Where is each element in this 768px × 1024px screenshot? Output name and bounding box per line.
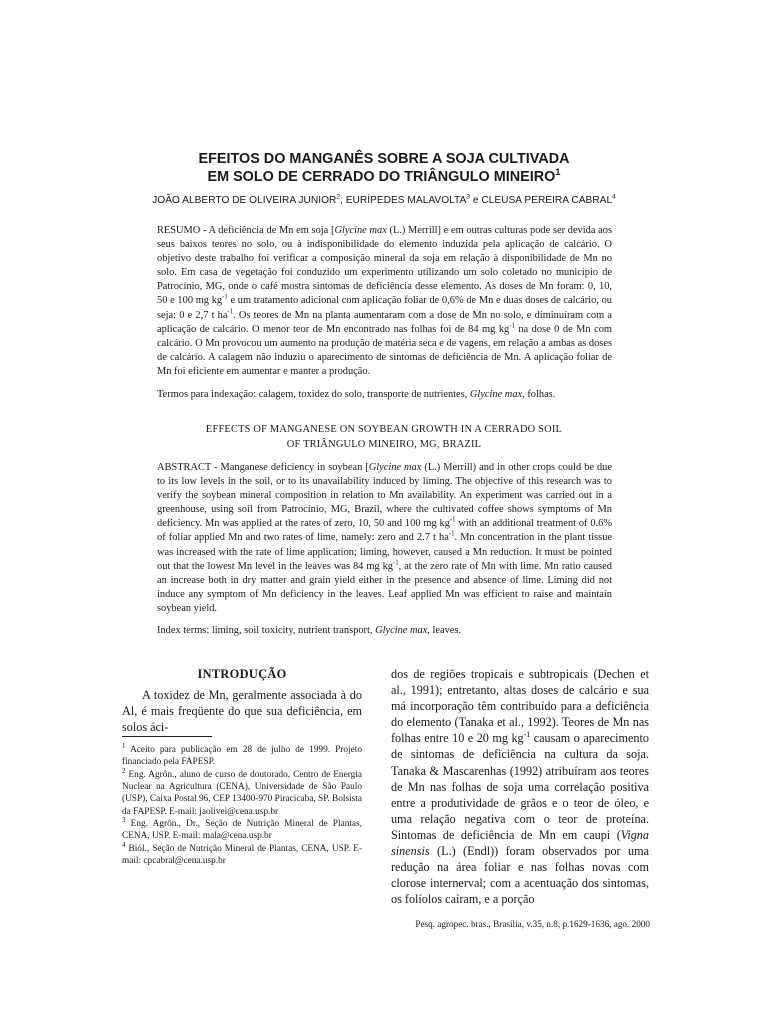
footnote-number: 2 (122, 766, 126, 775)
author-3-note: 4 (612, 193, 616, 201)
author-2-note: 3 (466, 193, 470, 201)
footnote-4 (122, 843, 362, 867)
journal-citation-footer: Pesq. agropec. bras., Brasília, v.35, n.8, p.1629-1636, ago. 2000 (415, 919, 650, 929)
index-terms-pt-text: folhas. (524, 389, 556, 400)
footnote-number: 3 (122, 816, 126, 825)
footnote-text: Eng. Agrôn., aluno de curso de doutorado, Centro de Energia Nuclear na Agricultura (CENA), Universidade de São Paulo (USP), Caixa Postal 96, CEP 13400-970 Piracicaba, SP. Bolsista da FAPESP. E-mail: jaolivei@cena.usp.br (122, 769, 362, 817)
intro-right-species: Vigna sinensis (391, 827, 649, 859)
index-terms-pt-species: Glycine max, (469, 389, 525, 400)
abstract-text: Manganese deficiency in soybean [ (217, 462, 369, 473)
resumo-species: Glycine max (334, 225, 387, 236)
footnote-text: Aceito para publicação em 28 de julho de 1999. Projeto financiado pela FAPESP. (122, 745, 362, 768)
index-terms-pt (157, 388, 612, 402)
title-line-1: EFEITOS DO MANGANÊS SOBRE A SOJA CULTIVADA (198, 151, 570, 167)
footnote-text: Eng. Agrôn., Dr., Seção de Nutrição Mineral de Plantas, CENA, USP. E-mail: mala@cena.usp.br (122, 819, 362, 842)
footnote-1 (122, 741, 362, 768)
intro-right-superscript: -1 (523, 730, 531, 740)
footnote-number: 1 (122, 741, 126, 750)
resumo-text: (L.) Merrill] e em outras culturas pode ser devida aos seus baixos teores no solo, ou à indisponibilidade do elemento induzida pela aplicação de calcário. O objetivo deste trabalho foi verificar a composição mineral da soja em relação à disponibilidade de Mn no solo. Em casa de vegetação foi conduzido um experimento utilizando um solo coletado no município de Patrocínio, MG, onde o café mostra sintomas de deficiência desse elemento. As doses de Mn foram: 0, 10, 50 e 100 mg kg (157, 225, 613, 307)
english-title-line-2: OF TRIÂNGULO MINEIRO, MG, BRAZIL (286, 438, 482, 450)
intro-right-text: causam o aparecimento de sintomas de deficiência na cultura da soja. Tanaka & Mascarenhas (1992) atribuíram aos teores de Mn nas folhas de soja uma correlação positiva entre a produtividade de grãos e o teor de óleo, e uma relação negativa com o teor de proteína. Sintomas de deficiência de Mn em caupi ( (391, 731, 650, 842)
abstract-label: ABSTRACT - (157, 462, 218, 473)
resumo-text: A deficiência de Mn em soja [ (206, 225, 335, 236)
author-separator: e (470, 195, 482, 206)
resumo-superscript: -1 (509, 322, 515, 330)
index-terms-en-species: Glycine max (375, 625, 428, 636)
footnotes (122, 741, 362, 868)
abstract-text: , at the zero rate of Mn with lime. Mn ratio caused an increase both in dry matter and grain yield either in the presence and absence of lime. Liming did not induce any symptom of Mn deficiency in the leaves. Leaf applied Mn was efficient to raise and maintain soybean yield. (157, 560, 612, 614)
author-2: EURÍPEDES MALAVOLTA (345, 195, 467, 206)
abstract-superscript: -1 (448, 531, 455, 538)
english-title-line-1: EFFECTS OF MANGANESE ON SOYBEAN GROWTH IN A CERRADO SOIL (205, 424, 563, 435)
intro-right-text: (L.) (Endl)) foram observados por uma redução na área foliar e nas folhas novas com clorose internerval; com a acentuação dos sintomas, os folíolos caíram, e a porção (391, 844, 649, 907)
footnote-number: 4 (122, 841, 126, 850)
author-3: CLEUSA PEREIRA CABRAL (481, 195, 613, 206)
abstract-paragraph (157, 461, 612, 616)
author-list (80, 194, 688, 208)
resumo-text: na dose 0 de Mn com calcário. O Mn provocou um aumento na produção de matéria seca e de vagens, em relação a ambas as doses de calcário. A calagem não induziu o aparecimento de sintomas de deficiência de Mn. A aplicação foliar de Mn foi eficiente em aumentar e manter a produção. (157, 323, 613, 377)
intro-right-text: dos de regiões tropicais e subtropicais (Dechen et al., 1991); entretanto, altas doses de calcário e sua má incorporação têm contribuído para a deficiência do elemento (Tanaka et al., 1992). Teores de Mn nas folhas entre 10 e 20 mg kg (391, 667, 649, 746)
resumo-paragraph (157, 224, 612, 379)
resumo-label: RESUMO - (157, 225, 207, 236)
footnote-2 (122, 766, 362, 818)
article-title (100, 150, 668, 186)
intro-left-paragraph: A toxidez de Mn, geralmente associada à do Al, é mais freqüente do que sua deficiência, em solos áci- (122, 688, 362, 735)
title-footnote-mark: 1 (555, 167, 561, 178)
abstract-superscript: -1 (393, 559, 399, 567)
title-line-2-text: EM SOLO DE CERRADO DO TRIÂNGULO MINEIRO (207, 169, 556, 185)
footnote-3 (122, 818, 362, 842)
index-terms-en-text: , leaves. (427, 625, 462, 636)
footnote-divider (122, 736, 212, 737)
resumo-text: . Os teores de Mn na planta aumentaram com a dose de Mn no solo, e diminuíram com a aplicação de calcário. O menor teor de Mn encontrado nas folhas foi de 84 mg kg (157, 309, 612, 335)
index-terms-en-text: Index terms: liming, soil toxicity, nutrient transport, (157, 625, 376, 636)
section-heading-introducao: INTRODUÇÃO (197, 667, 287, 681)
resumo-text: e um tratamento adicional com aplicação foliar de 0,6% de Mn e duas doses de calcário, ou seja: 0 e 2,7 t ha (157, 295, 612, 321)
abstract-text: (L.) Merrill) and in other crops could be due to its low levels in the soil, or to its unavailability induced by liming. The objective of this research was to verify the soybean mineral composition in relation to Mn availability. An experiment was carried out in a greenhouse, using soil from Patrocínio, MG, Brazil, where the cultivated coffee shows symptoms of Mn deficiency. Mn was applied at the rates of zero, 10, 50 and 100 mg kg (157, 462, 612, 530)
resumo-superscript: -1 (222, 294, 228, 301)
author-1: JOÃO ALBERTO DE OLIVEIRA JUNIOR (152, 195, 337, 206)
abstract-species: Glycine max (368, 462, 422, 473)
abstract-text: with an additional treatment of 0.6% of foliar applied Mn and two rates of lime, namely: zero and 2.7 t ha (157, 518, 612, 544)
abstract-text: . Mn concentration in the plant tissue was increased with the rate of lime application; liming, however, caused a Mn reduction. It must be pointed out that the lowest Mn level in the leaves was 84 mg kg (157, 532, 612, 572)
abstract-superscript: -1 (449, 516, 456, 524)
index-terms-pt-text: Termos para indexação: calagem, toxidez do solo, transporte de nutrientes, (157, 389, 470, 400)
intro-right-column (391, 666, 649, 907)
author-separator: , (340, 195, 346, 206)
title-line-2 (100, 168, 668, 186)
english-title (140, 423, 628, 452)
author-1-note: 2 (336, 193, 341, 201)
footnote-text: Biól., Seção de Nutrição Mineral de Plantas, CENA, USP. E-mail: cpcabral@cena.usp.br (122, 844, 362, 867)
resumo-superscript: -1 (227, 308, 234, 316)
index-terms-en (157, 624, 612, 638)
